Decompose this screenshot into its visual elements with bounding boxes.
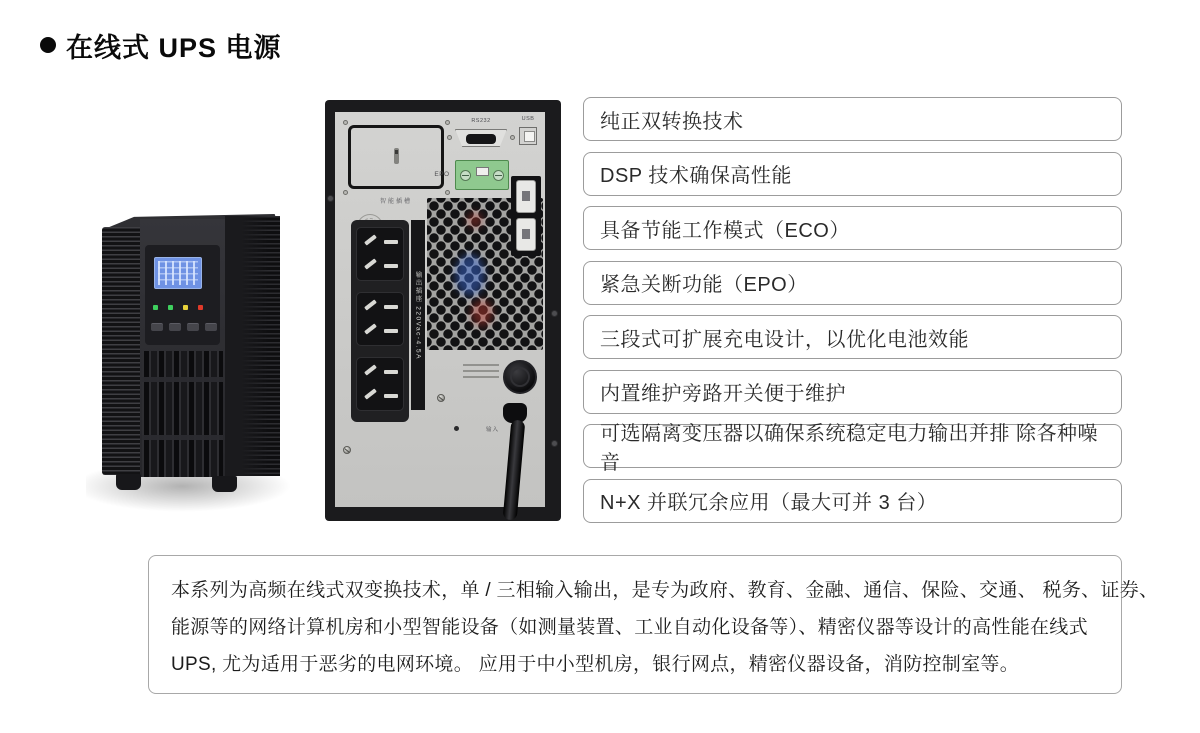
lcd-screen xyxy=(154,257,202,289)
page-title: 在线式 UPS 电源 xyxy=(66,32,282,63)
terminal-screw-icon xyxy=(460,170,471,181)
ups-front-image xyxy=(100,214,282,510)
ups-front-face xyxy=(140,219,225,477)
battery-connector xyxy=(516,180,536,213)
outlet-socket xyxy=(356,357,404,411)
internal-component-glimpse xyxy=(467,212,483,228)
rs232-label: RS232 xyxy=(471,118,491,124)
description-line: 本系列为高频在线式双变换技术，单 / 三相输入输出，是专为政府、教育、金融、通信、保险、交通、 税务、证券、 xyxy=(171,580,1159,601)
outlet-slot xyxy=(364,323,377,334)
led-green-icon xyxy=(153,305,158,310)
outlet-slot xyxy=(384,370,398,374)
outlet-slot xyxy=(384,264,398,268)
screw-icon xyxy=(327,195,334,202)
screw-icon xyxy=(343,446,351,454)
ups-left-vent-panel xyxy=(102,227,140,475)
outlet-strip-label: 输出插座 220Vac-4.5A xyxy=(411,220,425,410)
feature-item: 三段式可扩展充电设计，以优化电池效能 xyxy=(583,315,1122,359)
panel-hole xyxy=(454,426,459,431)
usb-label: USB xyxy=(521,116,535,122)
description-line: 能源等的网络计算机房和小型智能设备（如测量装置、工业自动化设备等）、精密仪器等设计的高性能在线式 xyxy=(171,617,1088,638)
battery-connector xyxy=(516,218,536,251)
description-line: UPS, 尤为适用于恶劣的电网环境。 应用于中小型机房，银行网点，精密仪器设备，消防控制室等。 xyxy=(171,654,1020,675)
screw-icon xyxy=(343,190,348,195)
power-cord xyxy=(503,420,526,521)
feature-item: 内置维护旁路开关便于维护 xyxy=(583,370,1122,414)
panel-button xyxy=(187,323,199,331)
outlet-slot xyxy=(364,234,377,245)
outlet-socket xyxy=(356,227,404,281)
ups-rear-image xyxy=(325,100,561,521)
page-title-row xyxy=(40,26,282,64)
front-panel-buttons xyxy=(151,323,217,331)
outlet-slot xyxy=(384,240,398,244)
rear-panel xyxy=(335,112,545,507)
input-cord-label: 输入 xyxy=(485,427,499,433)
screw-icon xyxy=(551,310,558,317)
epo-label: EPO xyxy=(434,171,450,178)
ups-right-vent-panel xyxy=(225,216,280,476)
screw-icon xyxy=(551,440,558,447)
panel-button xyxy=(205,323,217,331)
feature-list xyxy=(583,97,1122,523)
outlet-slot xyxy=(364,258,377,269)
feature-item: N+X 并联冗余应用（最大可并 3 台） xyxy=(583,479,1122,523)
slot-pin xyxy=(394,148,399,164)
outlet-slot xyxy=(384,305,398,309)
led-indicators xyxy=(153,305,213,313)
led-red-icon xyxy=(198,305,203,310)
ups-display-panel xyxy=(145,245,220,345)
epo-connector xyxy=(476,167,489,176)
ups-foot xyxy=(212,476,237,492)
panel-button xyxy=(151,323,163,331)
feature-item: 可选隔离变压器以确保系统稳定电力输出并排 除各种噪音 xyxy=(583,424,1122,468)
smart-slot-cover xyxy=(348,125,444,189)
screw-icon xyxy=(447,135,452,140)
output-outlet-block xyxy=(351,220,409,422)
panel-button xyxy=(169,323,181,331)
outlet-slot xyxy=(384,329,398,333)
feature-item: 紧急关断功能（EPO） xyxy=(583,261,1122,305)
rs232-port-icon xyxy=(455,129,507,147)
epo-terminal xyxy=(455,160,509,190)
usb-port-icon xyxy=(519,127,537,145)
battery-connector-recess xyxy=(511,176,541,256)
ups-foot xyxy=(116,474,141,490)
feature-item: 具备节能工作模式（ECO） xyxy=(583,206,1122,250)
led-yellow-icon xyxy=(183,305,188,310)
breaker-rating-text xyxy=(463,364,499,382)
outlet-slot xyxy=(364,388,377,399)
screw-icon xyxy=(343,120,348,125)
terminal-screw-icon xyxy=(493,170,504,181)
internal-component-glimpse xyxy=(471,300,493,326)
screw-icon xyxy=(445,120,450,125)
smart-slot-label: 智能插槽 xyxy=(379,199,412,205)
feature-item: 纯正双转换技术 xyxy=(583,97,1122,141)
screw-icon xyxy=(437,394,445,402)
led-green-icon xyxy=(168,305,173,310)
front-vent-slots xyxy=(142,351,223,477)
internal-component-glimpse xyxy=(455,254,485,296)
screw-icon xyxy=(510,135,515,140)
circuit-breaker xyxy=(503,360,537,394)
outlet-slot xyxy=(364,364,377,375)
outlet-slot xyxy=(364,299,377,310)
screw-icon xyxy=(445,190,450,195)
bullet-icon xyxy=(40,37,56,53)
outlet-slot xyxy=(384,394,398,398)
feature-item: DSP 技术确保高性能 xyxy=(583,152,1122,196)
outlet-socket xyxy=(356,292,404,346)
description-box xyxy=(148,555,1159,694)
